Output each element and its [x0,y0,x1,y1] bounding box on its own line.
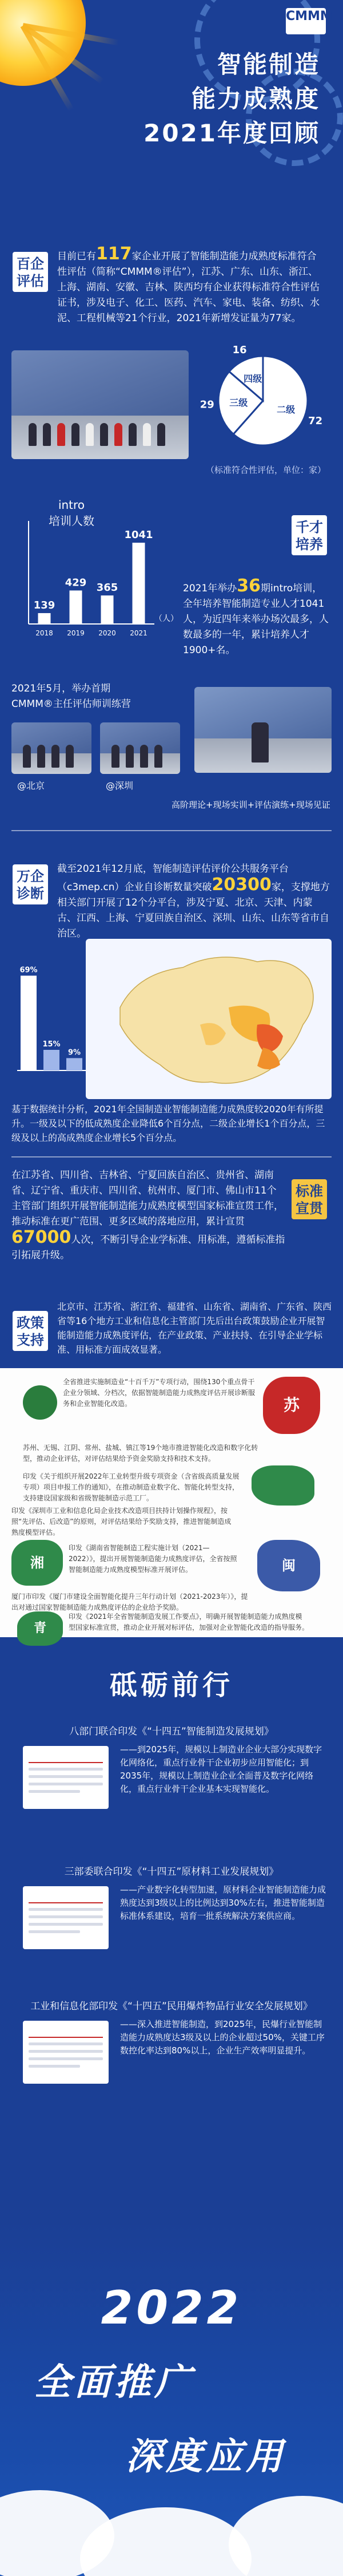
section-label-promotion: 标准宣贯 [292,1179,327,1219]
assessment-paragraph [57,246,326,326]
map-province-icon [252,1465,314,1506]
map-province-qing: 青 [17,1611,63,1646]
level-bar [21,975,37,1070]
pie-slice-label: 二级 [277,404,296,416]
plan3-title: 工业和信息化部印发《“十四五”民用爆炸物品行业安全发展规划》 [30,2001,313,2012]
level-bar-value: 9% [67,1048,81,1057]
training-bar-value: 139 [33,599,55,612]
diagnosis-count: 20300 [212,875,272,895]
divider [11,830,332,831]
section-heading-forward: 砥砺前行 [109,1669,233,1701]
camp-caption-line1: 2021年5月，举办首期 [11,683,111,694]
policy-item-3: 印发《关于组织开展2022年工业转型升级专项资金（含省级高质量发展专项）项目申报工作的通知》，在推动制造业数字化、智能化转型支持，支持建设国家级和省级智能制造示范工厂。 [23,1472,240,1502]
closing-year: 2022 [101,2281,242,2334]
location-shenzhen: @深圳 [106,780,134,791]
policy-paragraph: 北京市、江苏省、浙江省、福建省、山东省、湖南省、广东省、陕西省等16个地方工业和信息化主管部门先后出台政策鼓励企业开展智能制造能力成熟度评估，在产业政策、产业扶持、在引导企业学标准、用标准方面成效显著。 [57,1301,332,1355]
camp-photo-shenzhen [100,722,180,774]
map-province-icon [23,1385,57,1420]
policy-item-7: 印发《2021年全省智能制造发展工作要点》，明确开展智能制造能力成熟度模型国家标准宣贯，推动企业开展对标评估，加强对企业智能化改造的指导服务。 [69,1613,309,1631]
cloud-graphic [229,2496,343,2576]
promotion-text-a: 在江苏省、四川省、吉林省、宁夏回族自治区、贵州省、湖南省、辽宁省、重庆市、四川省、杭州市、厦门市、佛山市11个主管部门组织开展智能制造能力成熟度模型国家标准宣贯工作，推动标准在更广范围、更多区域的落地应用，累计宣贯 [11,1170,284,1227]
promotion-text-b: 人次，不断引导企业学标准、用标准，遵循标准指引拓展升级。 [11,1234,285,1261]
training-bar [38,613,51,624]
pie-slice-label: 三级 [229,397,248,408]
diagnosis-text-b: 家，支撑地方相关部门开展了12个分平台，涉及宁夏、北京、天津、内蒙古、江西、上海、宁夏回族自治区、深圳、山东、山东等省市自治区。 [57,882,330,939]
level-bar [66,1058,82,1070]
policy-item-1: 全省推进实施制造业“十百千万”专项行动，围绕130个重点骨干企业分领域、分档次，依据智能制造能力成熟度评估开展诊断服务和企业智能化改造。 [63,1378,256,1408]
camp-photo-beijing [11,722,91,774]
closing-line-2: 深度应用 [126,2436,286,2478]
plan2-title: 三部委联合印发《“十四五”原材料工业发展规划》 [64,1866,279,1878]
level-bar-value: 69% [19,966,38,975]
plan1-document-thumbnail [23,1746,109,1809]
level-bar-value: 15% [42,1040,61,1049]
training-bar [101,595,114,624]
bar-unit: （人） [154,614,178,623]
closing-line-1: 全面推广 [34,2361,194,2404]
promotion-paragraph [11,1168,286,1263]
training-bar-category: 2018 [35,629,53,637]
training-count: 36 [237,576,261,596]
pie-caption: （标准符合性评估，单位：家） [206,465,326,475]
plan3-document-thumbnail [23,2021,109,2084]
training-bar [133,543,145,624]
camp-caption [11,681,183,712]
trainee-photo [194,687,332,773]
assessment-count: 117 [96,244,132,264]
assessment-pie-chart [194,343,332,458]
level-bar [43,1050,59,1070]
training-bar-value: 365 [96,582,118,594]
pie-slice-value: 16 [232,343,247,356]
policy-item-4: 印发《深圳市工业和信息化局企业技术改造项目扶持计划操作规程》，按照“先评估、后改造”的原则，对评估结果给予奖励支持，推进智能制造成熟度模型评估。 [11,1507,232,1536]
section-label-training: 千才培养 [292,515,327,555]
plan2-document-thumbnail [23,1886,109,1949]
section-label-policy: 政策支持 [13,1311,48,1351]
camp-caption-line2: CMMM®主任评估师训练营 [11,698,131,710]
policy-item-2: 苏州、无锡、江阴、常州、盐城、镇江等19个地市推进智能化改造和数字化转型，推动企业评估，对评估结果给予资金奖励支持和技术支持。 [23,1444,258,1463]
china-map [86,939,332,1099]
map-province-su: 苏 [263,1377,320,1434]
logo-mark: CMMM [286,9,333,23]
map-province-xiang: 湘 [11,1540,63,1586]
hero-banner [0,0,343,189]
training-bar-category: 2020 [98,629,116,637]
diagnosis-paragraph [57,862,332,942]
promotion-count: 67000 [11,1227,71,1247]
diagnosis-analysis: 基于数据统计分析，2021年全国制造业智能制造能力成熟度较2020年有所提升。一级及以下的低成熟度企业降低6个百分点，二级企业增长1个百分点，三级及以上的高成熟度企业增长5个百分点。 [11,1104,325,1143]
pie-slice-value: 72 [308,414,323,427]
bar-title-line2: 培训人数 [49,514,94,528]
location-beijing: @北京 [17,780,45,791]
policy-item-6: 厦门市印发《厦门市建设全面智能化提升三年行动计划（2021-2023年）》，提出对通过国家智能制造能力成熟度评估的企业给予奖励。 [11,1593,248,1611]
cmmm-logo [286,8,333,34]
plan1-title: 八部门联合印发《“十四五”智能制造发展规划》 [69,1726,274,1737]
bar-title-line1: intro [58,498,85,512]
pie-slice-value: 29 [200,398,214,411]
training-paragraph [183,578,332,658]
training-bar-category: 2019 [67,629,85,637]
training-bar [70,591,82,625]
training-bar-value: 429 [65,576,87,589]
bar-chart-title [46,498,97,528]
training-bar-category: 2021 [130,629,147,637]
pie-slice-label: 四级 [244,373,262,384]
maturity-level-chart [11,945,91,1093]
team-photo [11,350,189,459]
plan3-text: ——深入推进智能制造，到2025年，民爆行业智能制造能力成熟度达3级及以上的企业超过50%，关键工序数控化率达到80%以上，企业生产效率明显提升。 [120,2019,325,2056]
hero-title-line3: 2021年度回顾 [143,119,320,147]
training-bar-value: 1041 [124,529,153,542]
assessment-text-b: 家企业开展了智能制造能力成熟度标准符合性评估（简称“CMMM®评估”），江苏、广东、山东、浙江、上海、湖南、安徽、吉林、陕西均有企业获得标准符合性评估证书，涉及电子、化工、医药、汽车、家电、装备、纺织、水泥、工程机械等21个行业，2021年新增发证量为77家。 [57,251,320,324]
training-text-b: 期intro培训，全年培养智能制造专业人才1041人，为近四年来举办场次最多，人数最多的一年，累计培养人才1900+名。 [183,583,329,656]
plan1-text: ——到2025年，规模以上制造业企业大部分实现数字化网络化，重点行业骨干企业初步应用智能化；到2035年，规模以上制造业企业全面普及数字化网络化，重点行业骨干企业基本实现智能化。 [120,1744,322,1794]
plan2-text: ——产业数字化转型加速，原材料企业智能制造能力成熟度达到3级以上的比例达到30%左右，推进智能制造标准体系建设，培育一批系统解决方案供应商。 [120,1884,326,1921]
map-province-min: 闽 [257,1540,320,1591]
training-text-a: 2021年举办 [183,583,237,594]
assessment-text-a: 目前已有 [57,251,96,262]
section-label-diagnosis: 万企诊断 [13,864,48,904]
policy-item-5: 印发《湖南省智能制造工程实施计划（2021—2022）》，提出开展智能制造能力成熟度评估，全省按照智能制造能力成熟度模型标准开展评估。 [69,1544,237,1574]
hero-title-line1: 智能制造 [217,50,320,78]
hero-title-line2: 能力成熟度 [191,85,320,113]
training-format-pill: 高阶理论+现场实训+评估演练+现场见证 [172,800,330,810]
diagnosis-text-a: 截至2021年12月底，智能制造评估评价公共服务平台（c3mep.cn）企业自诊断数量突破 [57,863,289,893]
china-map-card [86,939,332,1099]
china-map-outline [120,957,313,1084]
section-label-assessment: 百企评估 [13,252,48,292]
divider [11,1156,332,1157]
